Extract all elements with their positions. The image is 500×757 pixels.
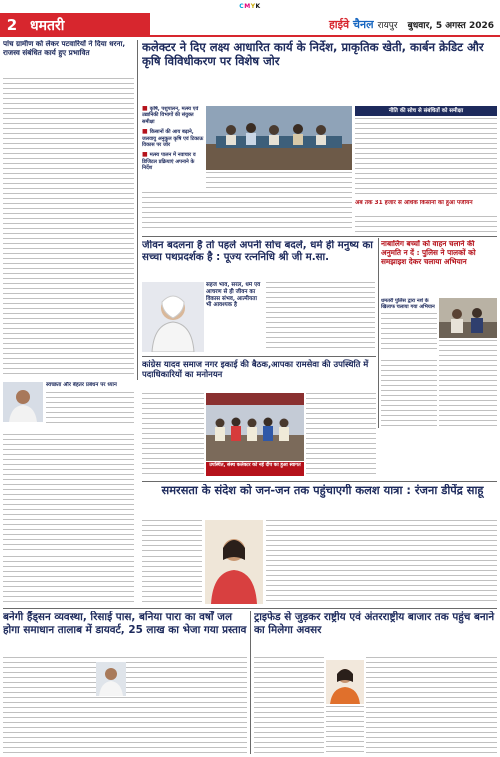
article-4-portrait [142, 282, 204, 352]
article-6-text-1 [142, 556, 202, 604]
article-6-portrait [205, 520, 263, 604]
article-9-portrait [326, 660, 364, 704]
masthead-right [150, 13, 500, 37]
left-bottom-text [3, 556, 134, 604]
article-7-body [439, 340, 497, 428]
side-1-text [355, 216, 497, 238]
horizontal-rule-4 [3, 608, 497, 609]
article-5-text-1 [142, 393, 204, 478]
brand-part-a: हाईवे [328, 17, 350, 31]
article-6-body-2 [266, 520, 497, 604]
article-7-photo [439, 298, 497, 338]
article-9-body-1 [254, 657, 324, 754]
article-6-body-1 [142, 556, 202, 604]
side-2-text [381, 313, 437, 349]
article-3-text [355, 118, 497, 198]
article-4-headline-box [142, 240, 375, 280]
article-5-caption: उपस्थित, संस्थ कलेक्टर को नई दीप का हुआ स्वागत [209, 463, 301, 468]
article-7-text-2 [381, 360, 437, 428]
article-2-headline: कलेक्टर ने दिए लक्ष्य आधारित कार्य के निर्देश, प्राकृतिक खेती, कार्बन क्रेडिट और कृषि विविधीकरण पर विशेष जोर [142, 40, 484, 69]
article-4-deck-box [206, 282, 264, 352]
article-2-text [142, 192, 352, 232]
cmyk-strip [0, 0, 500, 13]
cmyk-label [239, 3, 260, 10]
left-bottom-body [3, 556, 134, 604]
article-7-headline: नाबालिग बच्चों को वाहन चलाने की अनुमति न दें : पुलिस ने पालकों को समझाइश देकर चलाया अभियान [381, 240, 476, 266]
horizontal-rule-2 [142, 356, 376, 357]
brand-part-b: चैनल [353, 17, 374, 31]
article-2-body-top [206, 172, 352, 190]
brand-name [329, 17, 374, 32]
article-2-headline-box [142, 40, 497, 104]
cmyk-m: M [244, 3, 251, 10]
article-7-text [439, 340, 497, 428]
article-6-text-2 [266, 520, 497, 604]
column-rule-2 [378, 238, 379, 428]
side-1-headline: अब तक 31 हजार से अधिक किसानों का हुआ पंजीयन [355, 200, 473, 206]
article-5-caption-box [206, 462, 304, 476]
article-6-headline-box [150, 484, 495, 518]
article-2-bullet-2: ■ किसानों की आय बढ़ाने, जलवायु अनुकूल कृषि एवं टिकाऊ विकास पर जोर [142, 129, 204, 148]
article-1-headline: पांच ग्रामीण को लेकर पटवारियों ने दिया धरना, राजस्व संबंधित कार्य हुए प्रभावित [3, 40, 126, 57]
article-9-headline-box [254, 611, 497, 655]
side-3-box [46, 382, 134, 432]
article-5-body-1 [142, 393, 204, 478]
article-7-body-2 [381, 360, 437, 428]
cmyk-c: C [239, 3, 245, 10]
left-lower-text [3, 434, 134, 554]
article-4-text [266, 282, 375, 352]
section-banner [0, 13, 150, 37]
side-1-headline-box [355, 200, 497, 216]
article-8-headline-box [3, 611, 247, 655]
side-3-text [46, 392, 134, 426]
left-portrait [3, 382, 43, 422]
section-title: धमतरी [30, 17, 65, 34]
column-rule [137, 40, 138, 380]
article-2-photo [206, 106, 352, 170]
issue-date: बुधवार, 5 अगस्त 2026 [407, 20, 494, 31]
article-3-headline: नीति की सोच से संबंधितों को समीक्षा [388, 108, 464, 114]
article-5-headline: कांग्रेस यादव समाज नगर इकाई की बैठक,आपका रामसेवा की उपस्थिति में पदाधिकारियों का मनोनयन [142, 359, 369, 380]
side-2-headline: धमतरी पुलिस द्वारा नशे के खिलाफ चलाया गया अभियान [381, 298, 435, 311]
article-8-headline: बनेगी हैंड्सन व्यवस्था, रिसाई पास, बनिया पारा का वर्षों जल होगा समाधान तालाब में डायवर्ट, 25 लाख का भेजा गया प्रस्ताव [3, 611, 247, 636]
article-6-headline: समरसता के संदेश को जन-जन तक पहुंचाएगी कलश यात्रा : रंजना डीपेंद्र साहू [161, 484, 484, 497]
article-6-intro-text [142, 520, 202, 554]
article-9-text-2 [326, 706, 364, 754]
article-9-text-1 [254, 657, 324, 754]
side-2-box [381, 298, 437, 358]
article-2-bullets [142, 106, 204, 190]
article-6-intro [142, 520, 202, 554]
left-lower-body [3, 434, 134, 554]
article-3-body [355, 118, 497, 198]
side-1-body [355, 216, 497, 238]
article-7-headline-box [381, 240, 497, 300]
page-number: 2 [6, 16, 18, 34]
column-rule-3 [250, 611, 251, 754]
article-5-photo [206, 393, 304, 461]
article-8-portrait [96, 662, 126, 696]
cmyk-y: Y [250, 3, 256, 10]
horizontal-rule-1 [142, 236, 497, 237]
article-9-body-2 [326, 706, 364, 754]
horizontal-rule-3 [142, 481, 497, 482]
city-name: रायपुर [377, 20, 398, 31]
article-1-body [3, 78, 134, 378]
article-1-headline-box [3, 40, 134, 80]
article-4-headline: जीवन बदलना है तो पहले अपनी सोच बदलें, धर्म ही मनुष्य का सच्चा पथप्रदर्शक है : पूज्य रत्ननिधि श्री जी म.सा. [142, 240, 373, 264]
article-2-text-top [206, 172, 352, 190]
cmyk-k: K [255, 3, 261, 10]
article-9-headline: ट्राइफेड से जुड़कर राष्ट्रीय एवं अंतरराष्ट्रीय बाजार तक पहुंच बनाने का मिलेगा अवसर [254, 611, 495, 636]
article-1-text [3, 78, 134, 378]
side-3-headline: स्वच्छता और बेहतर प्रबंधन पर ध्यान [46, 382, 117, 388]
article-3-banner [355, 106, 497, 116]
article-4-body [266, 282, 375, 352]
article-9-text-3 [366, 657, 497, 754]
article-4-deck: सहज भाव, सरल, धर्म एवं आचरण से ही जीवन का विकास संभव, आत्मीयता भी आवश्यक है [206, 282, 261, 309]
article-9-body-3 [366, 657, 497, 754]
article-5-body-2 [306, 393, 376, 478]
article-2-bullet-3: ■ मत्स्य पालन में नवाचार व डिजिटल प्रक्रियाएं अपनाने के निर्देश [142, 152, 204, 171]
article-2-bullet-1: ■ कृषि, पशुपालन, मत्स्य एवं उद्यानिकी विभागों की संयुक्त समीक्षा [142, 106, 204, 125]
page-header [0, 13, 500, 37]
article-5-headline-box [142, 359, 376, 391]
article-5-text-2 [306, 393, 376, 478]
article-2-body [142, 192, 352, 232]
